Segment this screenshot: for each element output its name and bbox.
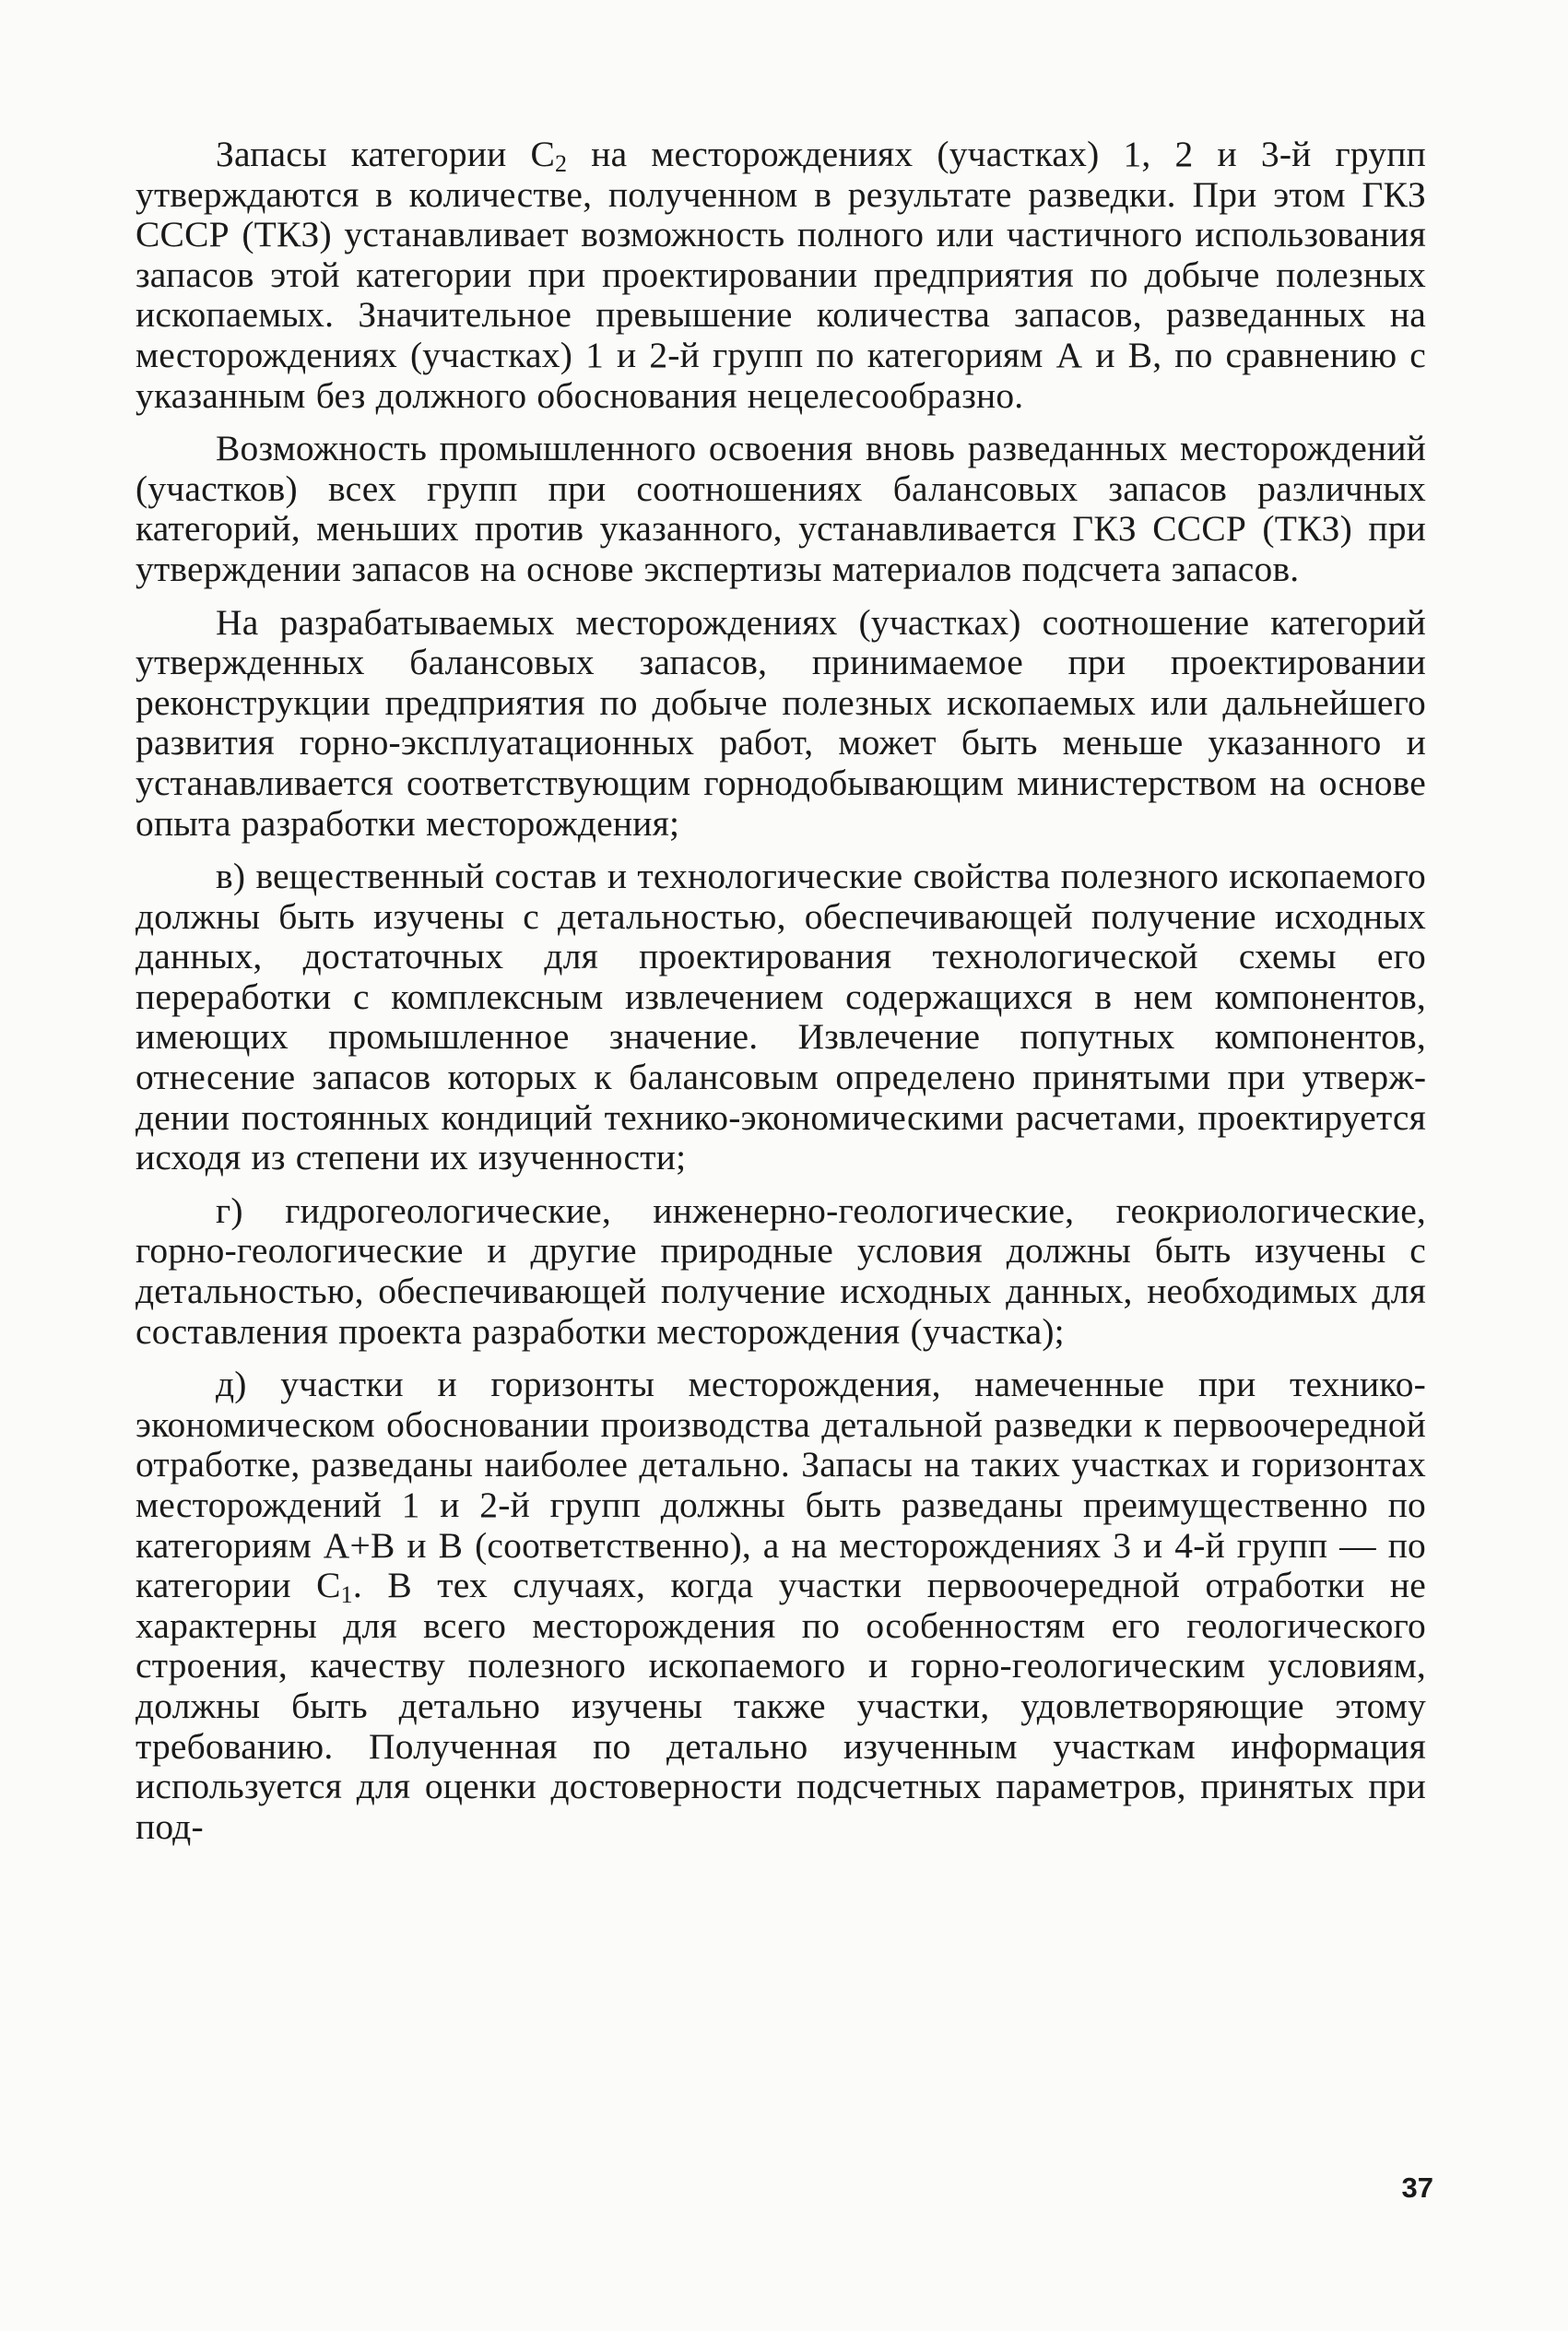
paragraph-developed-deposits <box>136 603 1426 845</box>
text-segment: Запасы категории С <box>216 134 556 174</box>
text-segment: . В тех случаях, когда участки первоочередной отработки не характерны для всего месторождения по особенностям его геологического строения, качеству полезного ископаемого и горно-геологическим условиям, должны быть детально изучены также участки, удовлетворяющие этому требованию. Полученная по детально изученным участкам информация используется для оценки достоверности подсчетных параметров, принятых при под- <box>136 1565 1426 1847</box>
text-segment: Возможность промышленного освоения вновь разведанных месторождений (участков) всех групп при соотношениях балансовых запасов различных категорий, меньших против указанного, устанавливается ГКЗ СССР (ТКЗ) при утверждении запасов на основе экспертизы материалов подсчета запасов. <box>136 428 1426 589</box>
text-segment: в) вещественный состав и технологические свойства полезного ископаемого должны быть изучены с детальностью, обеспечивающей получение исходных данных, достаточных для проектирования технологической схемы его переработки с комплексным извлечением содержащихся в нем компонентов, имеющих промышленное значение. Извлечение попутных компонентов, отнесение запасов которых к балансовым определено принятыми при утверждении постоянных кондиций технико-экономическими расчетами, проектируется исходя из степени их изученности; <box>136 856 1426 1178</box>
text-segment: На разрабатываемых месторождениях (участках) соотношение категорий утвержденных балансовых запасов, принимаемое при проектировании реконструкции предприятия по добыче полезных ископаемых или дальнейшего развития горно-эксплуатационных работ, может быть меньше указанного и устанавливается соответствующим горнодобывающим министерством на основе опыта разработки месторождения; <box>136 601 1426 844</box>
paragraph-item-d <box>136 1365 1426 1847</box>
paragraph-item-v <box>136 857 1426 1178</box>
paragraph-c2-reserves <box>136 135 1426 416</box>
paragraph-item-g <box>136 1191 1426 1352</box>
text-segment: на месторождениях (участках) 1, 2 и 3-й групп утверждаются в количестве, полученном в результате разведки. При этом ГКЗ СССР (ТКЗ) устанавливает возможность полного или частичного использования запасов этой категории при проектировании предприятия по добыче полезных ископаемых. Значительное превышение количества запасов, разведанных на месторождениях (участках) 1 и 2-й групп по категориям А и В, по сравнению с указанным без должного обоснования нецелесообразно. <box>136 134 1426 416</box>
page-number: 37 <box>1401 2171 1433 2204</box>
subscript: 1 <box>340 1581 353 1609</box>
body-text <box>136 135 1426 1860</box>
subscript: 2 <box>555 150 568 177</box>
paragraph-industrial-development <box>136 429 1426 589</box>
text-segment: д) участки и горизонты месторождения, намеченные при технико-экономическом обосновании производства детальной разведки к первоочередной отработке, разведаны наиболее детально. Запасы на таких участках и горизонтах месторождений 1 и 2-й групп должны быть разведаны преимущественно по категориям А+В и В (соответственно), а на месторождениях 3 и 4-й групп — по категории С <box>136 1364 1426 1606</box>
text-segment: г) гидрогеологические, инженерно-геологические, геокриологические, горно-геологические и другие природные условия должны быть изучены с детальностью, обеспечивающей получение исходных данных, необходимых для составления проекта разработки месторождения (участка); <box>136 1189 1426 1352</box>
